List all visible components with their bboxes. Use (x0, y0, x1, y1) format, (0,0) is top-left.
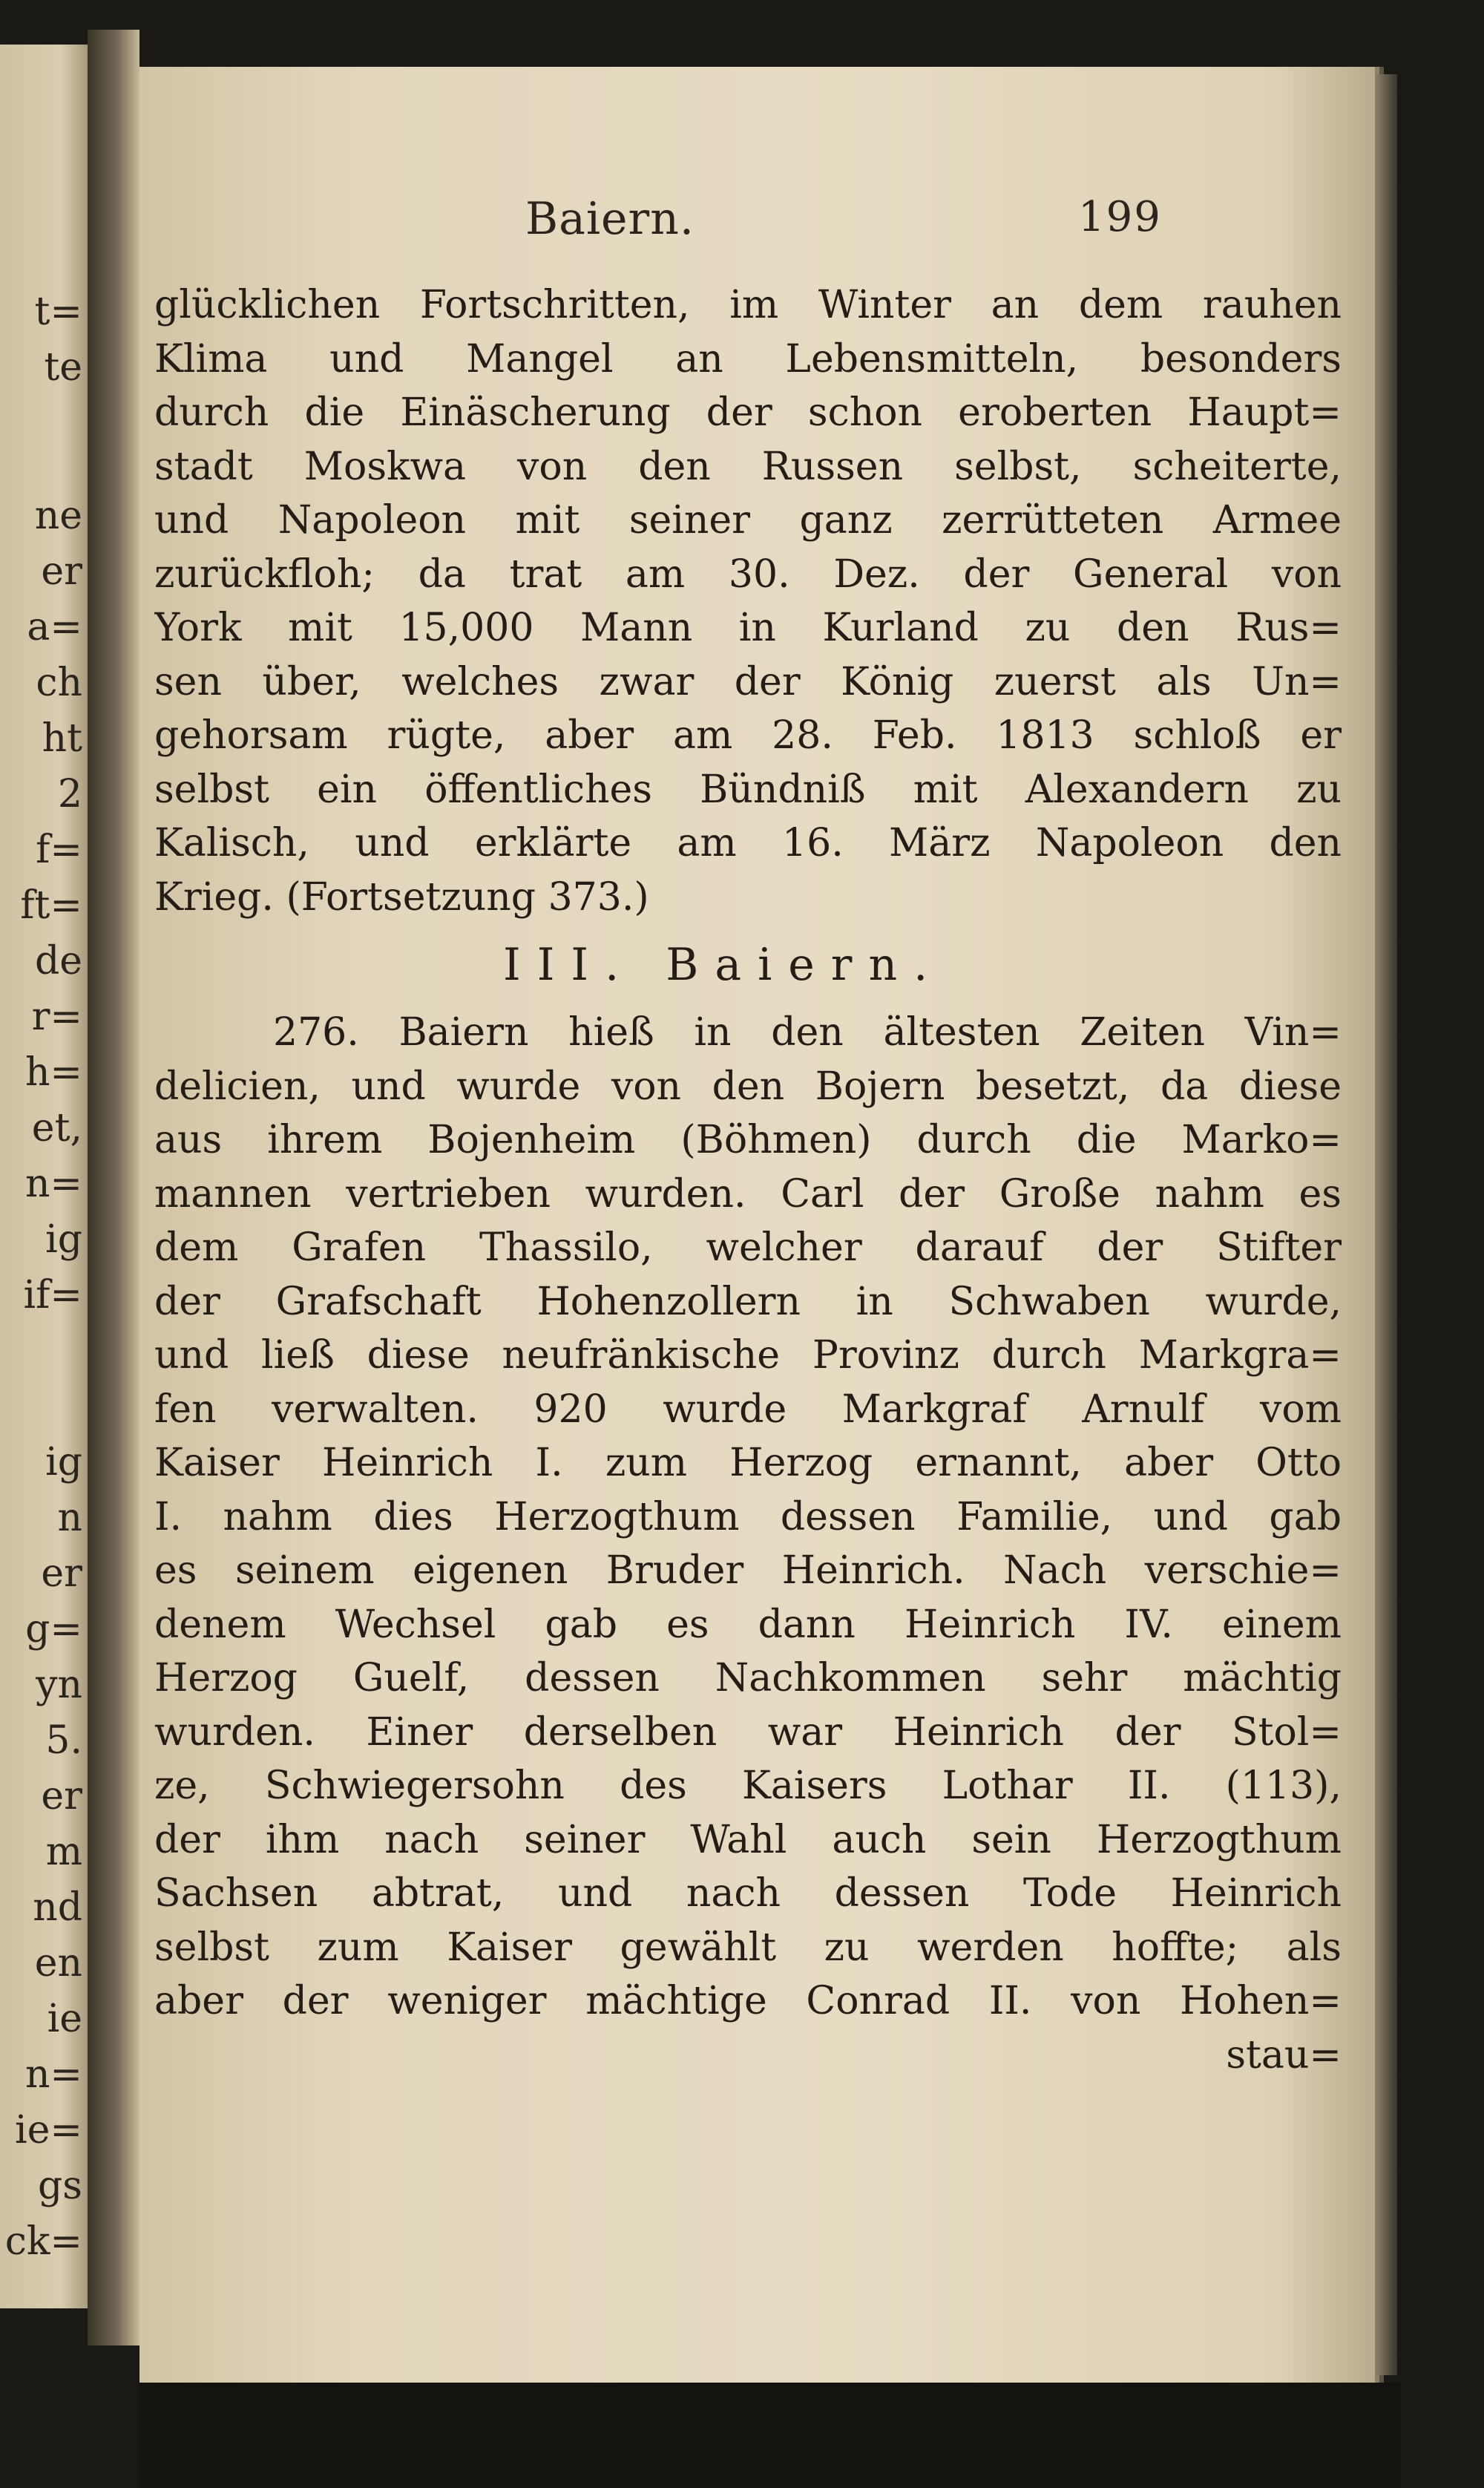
verso-fragment: r= (31, 995, 82, 1039)
text-line: selbst ein öffentliches Bündniß mit Alexandern zu (154, 767, 1342, 812)
recto-page (139, 67, 1375, 2383)
running-head-title: Baiern. (525, 193, 695, 245)
verso-fragment: n= (24, 1162, 82, 1206)
text-line: durch die Einäscherung der schon eroberten Haupt= (154, 390, 1342, 435)
paragraph-276 (154, 1006, 1342, 2082)
text-line: Kalisch, und erklärte am 16. März Napoleon den (154, 821, 1342, 865)
text-line: aus ihrem Bojenheim (Böhmen) durch die Marko= (154, 1118, 1342, 1162)
running-head (139, 193, 1375, 252)
text-line: 276. Baiern hieß in den ältesten Zeiten Vin= (273, 1010, 1342, 1055)
verso-fragment: 5. (45, 1718, 82, 1763)
verso-fragment: g= (25, 1607, 82, 1651)
verso-fragment: ck= (4, 2219, 82, 2264)
verso-fragment: ie (47, 1997, 82, 2041)
verso-fragment: 2 (57, 772, 82, 816)
verso-fragment: f= (36, 828, 82, 872)
text-line: York mit 15,000 Mann in Kurland zu den Rus= (154, 606, 1342, 650)
text-line: gehorsam rügte, aber am 28. Feb. 1813 schloß er (154, 713, 1342, 758)
catchword: stau= (1226, 2032, 1342, 2078)
verso-fragment: er (41, 1774, 82, 1818)
text-line: denem Wechsel gab es dann Heinrich IV. einem (154, 1602, 1342, 1647)
text-line: und Napoleon mit seiner ganz zerrütteten Armee (154, 498, 1342, 543)
verso-fragment: er (41, 1551, 82, 1596)
text-line: glücklichen Fortschritten, im Winter an dem rauhen (154, 283, 1342, 327)
paragraph-continuation (154, 278, 1342, 924)
verso-fragment: h= (24, 1050, 82, 1095)
text-line: fen verwalten. 920 wurde Markgraf Arnulf vom (154, 1387, 1342, 1432)
verso-fragment: er (41, 549, 82, 594)
text-line: sen über, welches zwar der König zuerst als Un= (154, 659, 1342, 704)
text-line: delicien, und wurde von den Bojern besetzt, da diese (154, 1064, 1342, 1109)
verso-fragment: n (57, 1496, 82, 1540)
verso-fragment: ch (36, 661, 82, 705)
text-line: selbst zum Kaiser gewählt zu werden hoffte; als (154, 1925, 1342, 1970)
text-line: Sachsen abtrat, und nach dessen Tode Heinrich (154, 1871, 1342, 1916)
verso-fragment: gs (38, 2164, 82, 2208)
text-line: Klima und Mangel an Lebensmitteln, besonders (154, 336, 1342, 382)
text-line: stadt Moskwa von den Russen selbst, scheiterte, (154, 444, 1342, 489)
verso-fragment: ht (42, 716, 82, 761)
text-line: es seinem eigenen Bruder Heinrich. Nach verschie= (154, 1548, 1342, 1593)
verso-fragment: en (34, 1941, 82, 1986)
verso-fragment: nd (33, 1885, 82, 1930)
page-number: 199 (1078, 193, 1162, 241)
verso-fragment: ig (45, 1217, 82, 1262)
text-line: der Grafschaft Hohenzollern in Schwaben wurde, (154, 1279, 1342, 1324)
verso-fragment: ie= (15, 2108, 82, 2153)
verso-fragment: ft= (20, 883, 82, 928)
verso-fragment: t= (34, 289, 82, 334)
verso-fragment: de (34, 939, 82, 983)
book-gutter (88, 30, 139, 2345)
text-line: mannen vertrieben wurden. Carl der Große nahm es (154, 1171, 1342, 1217)
page-body (154, 278, 1342, 2082)
verso-fragment: et, (31, 1106, 82, 1150)
text-line: dem Grafen Thassilo, welcher darauf der Stifter (154, 1225, 1342, 1270)
verso-page-edge (0, 45, 88, 2308)
verso-fragment: ne (34, 494, 82, 538)
text-line: aber der weniger mächtige Conrad II. von Hohen= (154, 1979, 1342, 2023)
verso-fragment: n= (24, 2052, 82, 2097)
verso-fragment: a= (27, 605, 82, 649)
text-line: wurden. Einer derselben war Heinrich der Stol= (154, 1709, 1342, 1755)
text-line: der ihm nach seiner Wahl auch sein Herzogthum (154, 1817, 1342, 1862)
text-line: Krieg. (Fortsetzung 373.) (154, 874, 649, 920)
text-line: ze, Schwiegersohn des Kaisers Lothar II. (113), (154, 1764, 1342, 1808)
text-line: und ließ diese neufränkische Provinz durch Markgra= (154, 1333, 1342, 1378)
verso-fragment: if= (23, 1273, 82, 1317)
section-heading: III. Baiern. (503, 939, 945, 991)
verso-fragment: te (44, 345, 82, 390)
page-fore-edge (1375, 74, 1397, 2375)
verso-fragment: ig (45, 1440, 82, 1484)
text-line: Herzog Guelf, dessen Nachkommen sehr mächtig (154, 1656, 1342, 1700)
text-line: I. nahm dies Herzogthum dessen Familie, und gab (154, 1494, 1342, 1539)
verso-fragment: yn (36, 1663, 82, 1707)
background-shadow (139, 2383, 1401, 2488)
verso-fragment: m (45, 1830, 82, 1874)
text-line: Kaiser Heinrich I. zum Herzog ernannt, aber Otto (154, 1441, 1342, 1485)
text-line: zurückfloh; da trat am 30. Dez. der General von (154, 551, 1342, 597)
